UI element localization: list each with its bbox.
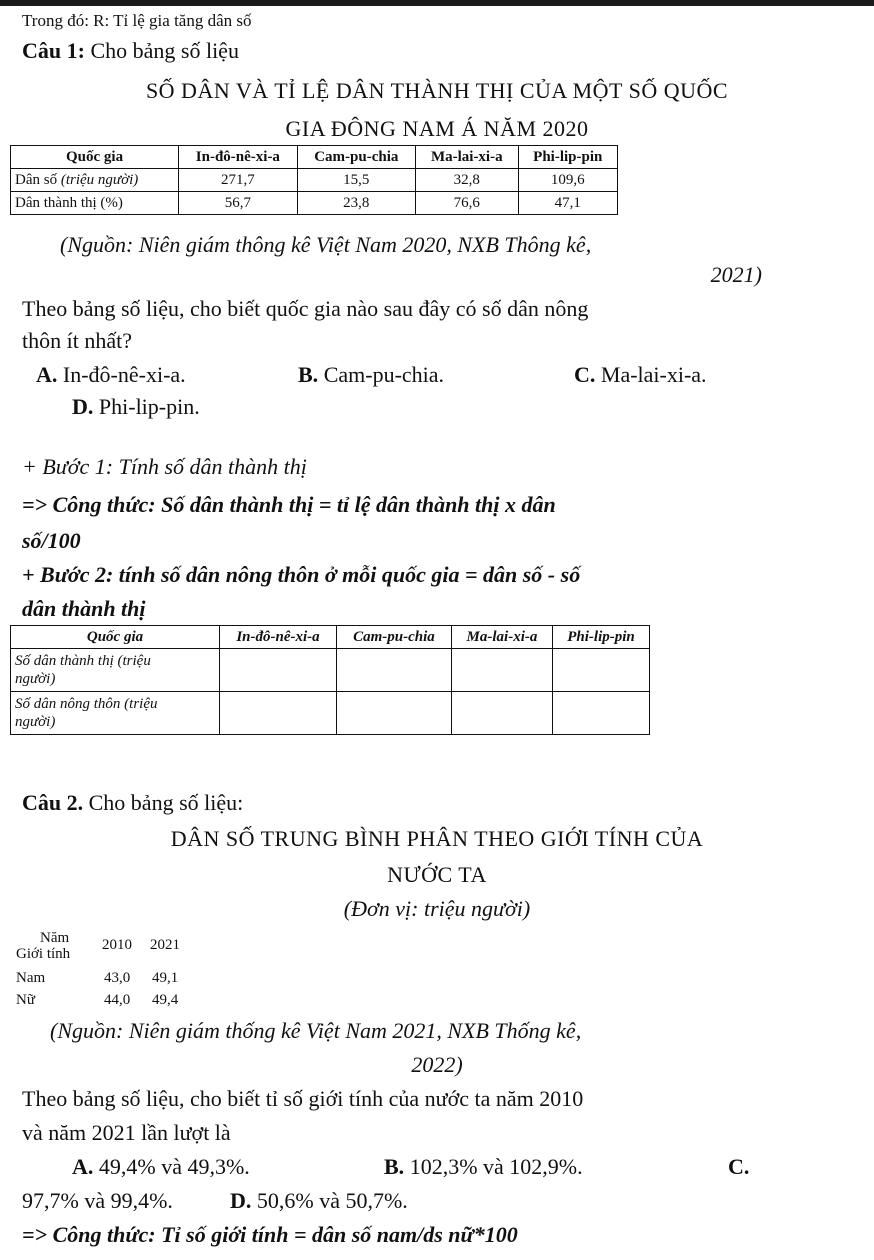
top-note: Trong đó: R: Tỉ lệ gia tăng dân số (22, 11, 252, 30)
empty-cell[interactable] (220, 692, 337, 735)
option-text: 49,4% và 49,3%. (98, 1154, 250, 1179)
table-cell: 47,1 (518, 192, 617, 215)
year-header: 2021 (150, 937, 180, 953)
option-letter: A. (36, 362, 58, 387)
corner-gender-label: Giới tính (16, 946, 71, 962)
q2-option-c-text[interactable] (22, 1188, 173, 1214)
option-text: Ma-lai-xi-a. (600, 362, 707, 387)
table-header: In-đô-nê-xi-a (220, 626, 337, 649)
option-text: In-đô-nê-xi-a. (62, 362, 186, 387)
row-label (11, 649, 220, 692)
row-label-text: Dân số (15, 171, 58, 188)
table-cell: 109,6 (518, 169, 617, 192)
q1-step1: + Bước 1: Tính số dân thành thị (22, 454, 307, 479)
option-text: 102,3% và 102,9%. (409, 1154, 583, 1179)
q1-title-line1: SỐ DÂN VÀ TỈ LỆ DÂN THÀNH THỊ CỦA MỘT SỐ QUỐC (145, 78, 729, 103)
q1-formula-line1: => Công thức: Số dân thành thị = tỉ lệ dân thành thị x dân (22, 492, 556, 517)
q2-question-line2: và năm 2021 lần lượt là (22, 1120, 231, 1145)
table-cell: 43,0 (104, 970, 131, 986)
option-letter: C. (574, 362, 596, 387)
row-label-line2: người) (15, 714, 56, 730)
q1-title-line2: GIA ĐÔNG NAM Á NĂM 2020 (285, 116, 589, 141)
q2-option-b[interactable] (384, 1154, 583, 1180)
q1-option-d[interactable] (72, 394, 200, 420)
corner-year-label: Năm (40, 930, 70, 946)
table-header-row (11, 626, 650, 649)
q1-heading (22, 38, 239, 64)
option-text: Phi-lip-pin. (98, 394, 200, 419)
q1-intro: Cho bảng số liệu (90, 38, 239, 63)
table-header: Cam-pu-chia (297, 146, 415, 169)
q2-unit: (Đơn vị: triệu người) (343, 896, 531, 921)
q2-source-line2: 2022) (411, 1052, 463, 1077)
option-text: 50,6% và 50,7%. (256, 1188, 408, 1213)
q2-source-line1: (Nguồn: Niên giám thống kê Việt Nam 2021, NXB Thống kê, (50, 1018, 582, 1043)
option-letter: B. (384, 1154, 405, 1179)
empty-cell[interactable] (553, 649, 650, 692)
work-table (10, 625, 650, 735)
gender-label: Nam (16, 970, 46, 986)
q1-option-a[interactable] (36, 362, 186, 388)
table-cell: 76,6 (416, 192, 519, 215)
q1-option-c[interactable] (574, 362, 707, 388)
option-letter: A. (72, 1154, 94, 1179)
table-header: Ma-lai-xi-a (451, 626, 552, 649)
population-table (10, 145, 618, 215)
q2-option-c-letter[interactable] (728, 1154, 749, 1180)
q1-source-line1: (Nguồn: Niên giám thông kê Việt Nam 2020, NXB Thông kê, (60, 232, 592, 257)
row-label (11, 169, 179, 192)
empty-cell[interactable] (553, 692, 650, 735)
row-label: Dân thành thị (%) (11, 192, 179, 215)
table-cell: 49,4 (152, 992, 179, 1008)
table-cell: 15,5 (297, 169, 415, 192)
table-header: Ma-lai-xi-a (416, 146, 519, 169)
table-header-row (11, 146, 618, 169)
q1-option-b[interactable] (298, 362, 444, 388)
empty-cell[interactable] (451, 692, 552, 735)
q1-step2-line2: dân thành thị (22, 596, 146, 621)
gender-label: Nữ (16, 992, 35, 1008)
option-letter: D. (72, 394, 94, 419)
table-header: In-đô-nê-xi-a (179, 146, 297, 169)
option-letter: D. (230, 1188, 252, 1213)
table-header: Quốc gia (11, 146, 179, 169)
table-cell: 23,8 (297, 192, 415, 215)
empty-cell[interactable] (451, 649, 552, 692)
q1-label: Câu 1: (22, 38, 85, 63)
q2-option-d[interactable] (230, 1188, 408, 1214)
option-text: 97,7% và 99,4%. (22, 1188, 173, 1213)
q2-option-a[interactable] (72, 1154, 250, 1180)
q1-question-line2: thôn ít nhất? (22, 328, 132, 353)
option-letter: B. (298, 362, 319, 387)
table-cell: 271,7 (179, 169, 297, 192)
option-letter: C. (728, 1154, 750, 1179)
top-border (0, 0, 874, 6)
row-label-line1: Số dân thành thị (triệu (15, 653, 151, 669)
q2-intro: Cho bảng số liệu: (88, 790, 244, 815)
table-cell: 49,1 (152, 970, 179, 986)
q2-label: Câu 2. (22, 790, 84, 815)
empty-cell[interactable] (336, 649, 451, 692)
q2-title-line1: DÂN SỐ TRUNG BÌNH PHÂN THEO GIỚI TÍNH CỦA (170, 826, 704, 851)
q1-step2-line1: + Bước 2: tính số dân nông thôn ở mỗi quốc gia = dân số - số (22, 562, 581, 587)
table-header: Phi-lip-pin (553, 626, 650, 649)
option-text: Cam-pu-chia. (323, 362, 445, 387)
table-row (11, 649, 650, 692)
q1-formula-line2: số/100 (22, 528, 81, 553)
table-row (11, 692, 650, 735)
row-label-unit: (triệu người) (60, 171, 139, 188)
q2-question-line1: Theo bảng số liệu, cho biết tỉ số giới tính của nước ta năm 2010 (22, 1086, 584, 1111)
q2-title-line2: NƯỚC TA (387, 862, 487, 887)
q2-heading (22, 790, 243, 816)
q2-formula: => Công thức: Tỉ số giới tính = dân số nam/ds nữ*100 (22, 1222, 518, 1247)
table-row (11, 169, 618, 192)
table-cell: 32,8 (416, 169, 519, 192)
table-cell: 56,7 (179, 192, 297, 215)
row-label-line2: người) (15, 671, 56, 687)
row-label-line1: Số dân nông thôn (triệu (15, 696, 158, 712)
q1-question-line1: Theo bảng số liệu, cho biết quốc gia nào sau đây có số dân nông (22, 296, 589, 321)
table-row (11, 192, 618, 215)
table-cell: 44,0 (104, 992, 131, 1008)
q1-source-line2: 2021) (710, 262, 762, 287)
year-header: 2010 (102, 937, 132, 953)
empty-cell[interactable] (220, 649, 337, 692)
table-header: Phi-lip-pin (518, 146, 617, 169)
empty-cell[interactable] (336, 692, 451, 735)
row-label (11, 692, 220, 735)
table-header: Quốc gia (11, 626, 220, 649)
table-header: Cam-pu-chia (336, 626, 451, 649)
